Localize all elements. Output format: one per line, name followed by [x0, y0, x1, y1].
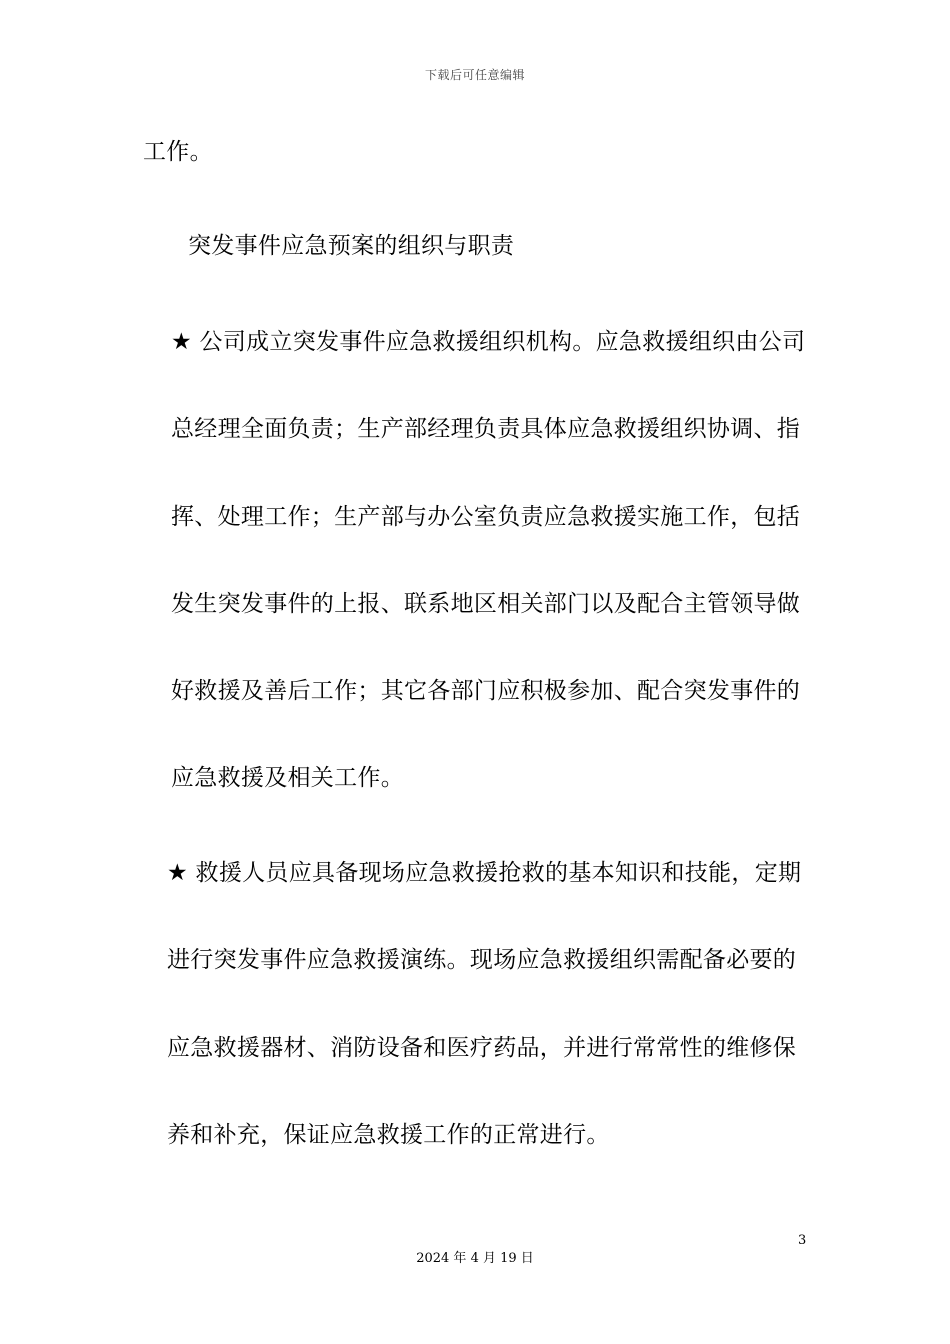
paragraph-line: 应急救援及相关工作。	[171, 765, 404, 791]
paragraph-line: 养和补充，保证应急救援工作的正常进行。	[167, 1122, 610, 1148]
paragraph-line: ★ 救援人员应具备现场应急救援抢救的基本知识和技能，定期	[167, 860, 802, 886]
section-title: 突发事件应急预案的组织与职责	[188, 233, 515, 259]
paragraph-line: 发生突发事件的上报、联系地区相关部门以及配合主管领导做	[171, 591, 801, 617]
paragraph-line: 挥、处理工作；生产部与办公室负责应急救援实施工作，包括	[171, 504, 801, 530]
paragraph-line: ★ 公司成立突发事件应急救援组织机构。应急救援组织由公司	[171, 329, 806, 355]
paragraph-line: 好救援及善后工作；其它各部门应积极参加、配合突发事件的	[171, 678, 801, 704]
page-number: 3	[798, 1233, 807, 1248]
continuation-text: 工作。	[143, 139, 213, 165]
paragraph-line: 应急救援器材、消防设备和医疗药品，并进行常常性的维修保	[167, 1035, 797, 1061]
page-header: 下载后可任意编辑	[424, 68, 525, 82]
paragraph-line: 进行突发事件应急救援演练。现场应急救援组织需配备必要的	[167, 947, 797, 973]
footer-date: 2024 年 4 月 19 日	[416, 1251, 534, 1266]
paragraph-line: 总经理全面负责；生产部经理负责具体应急救援组织协调、指	[171, 416, 801, 442]
